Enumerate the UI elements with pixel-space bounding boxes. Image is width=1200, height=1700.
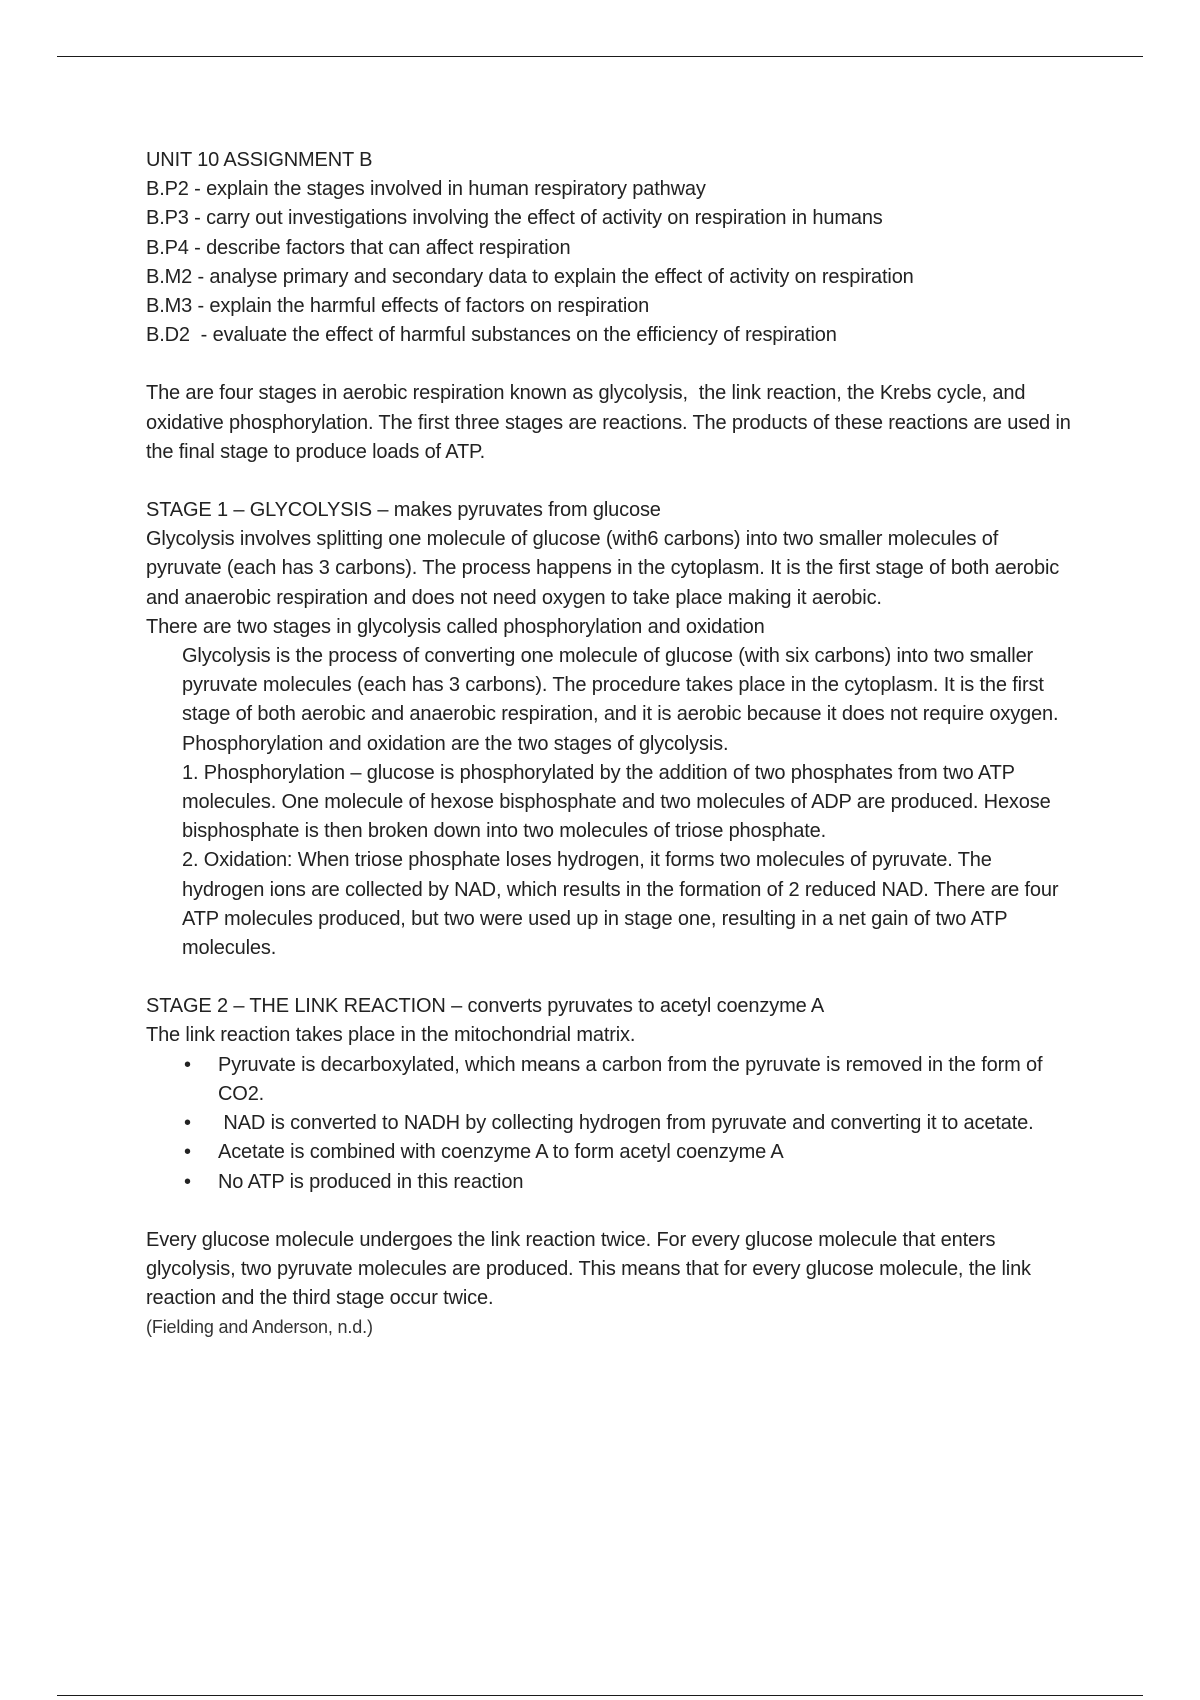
criterion-item: B.M2 - analyse primary and secondary data to explain the effect of activity on respiration bbox=[146, 265, 914, 288]
list-item: • Pyruvate is decarboxylated, which means a carbon from the pyruvate is removed in the form of CO2. bbox=[182, 1051, 1076, 1109]
stage1-indented-paragraph: 1. Phosphorylation – glucose is phosphorylated by the addition of two phosphates from two ATP molecules. One molecule of hexose bisphosphate and two molecules of ADP are produced. Hexose bisphosphate is then broken down into two molecules of triose phosphate. bbox=[182, 761, 1051, 843]
stage1-indented-block bbox=[146, 642, 1076, 963]
list-item: • NAD is converted to NADH by collecting hydrogen from pyruvate and converting it to acetate. bbox=[182, 1109, 1076, 1138]
stage1-indented-paragraph: 2. Oxidation: When triose phosphate loses hydrogen, it forms two molecules of pyruvate. The hydrogen ions are collected by NAD, which results in the formation of 2 reduced NAD. There are four ATP molecules produced, but two were used up in stage one, resulting in a net gain of two ATP molecules. bbox=[182, 849, 1059, 960]
stage1-paragraph: Glycolysis involves splitting one molecule of glucose (with6 carbons) into two smaller molecules of pyruvate (each has 3 carbons). The process happens in the cytoplasm. It is the first stage of both aerobic and anaerobic respiration and does not need oxygen to take place making it aerobic. bbox=[146, 528, 1060, 609]
stage1-indented-paragraph: Glycolysis is the process of converting one molecule of glucose (with six carbons) into two smaller pyruvate molecules (each has 3 carbons). The procedure takes place in the cytoplasm. It is the first stage of both aerobic and anaerobic respiration, and it is aerobic because it does not require oxygen. bbox=[182, 645, 1059, 726]
criterion-item: B.M3 - explain the harmful effects of factors on respiration bbox=[146, 295, 650, 318]
spacer bbox=[146, 350, 1076, 379]
stage2-bullet-list bbox=[146, 1051, 1076, 1197]
list-item: • No ATP is produced in this reaction bbox=[182, 1168, 1076, 1197]
spacer bbox=[146, 1197, 1076, 1226]
stage1-indented-paragraph: Phosphorylation and oxidation are the two stages of glycolysis. bbox=[182, 732, 729, 755]
criterion-item: B.P2 - explain the stages involved in human respiratory pathway bbox=[146, 178, 706, 201]
criterion-item: B.P4 - describe factors that can affect respiration bbox=[146, 236, 571, 259]
stage2-paragraph: The link reaction takes place in the mitochondrial matrix. bbox=[146, 1024, 636, 1047]
document-body bbox=[146, 146, 1076, 1343]
list-item: • Acetate is combined with coenzyme A to form acetyl coenzyme A bbox=[182, 1138, 1076, 1167]
stage1-heading: STAGE 1 – GLYCOLYSIS – makes pyruvates from glucose bbox=[146, 499, 661, 522]
spacer bbox=[146, 963, 1076, 992]
closing-paragraph: Every glucose molecule undergoes the link reaction twice. For every glucose molecule that enters glycolysis, two pyruvate molecules are produced. This means that for every glucose molecule, the link reaction and the third stage occur twice. bbox=[146, 1228, 1031, 1310]
citation: (Fielding and Anderson, n.d.) bbox=[146, 1317, 373, 1338]
stage1-paragraph: There are two stages in glycolysis called phosphorylation and oxidation bbox=[146, 615, 765, 638]
intro-paragraph: The are four stages in aerobic respiration known as glycolysis, the link reaction, the Krebs cycle, and oxidative phosphorylation. The first three stages are reactions. The products of these reactions are used in the final stage to produce loads of ATP. bbox=[146, 382, 1077, 463]
spacer bbox=[146, 467, 1076, 496]
header-rule bbox=[57, 56, 1143, 57]
document-title: UNIT 10 ASSIGNMENT B bbox=[146, 149, 373, 171]
footer-rule bbox=[57, 1695, 1143, 1696]
criterion-item: B.D2 - evaluate the effect of harmful substances on the efficiency of respiration bbox=[146, 324, 837, 347]
stage2-heading: STAGE 2 – THE LINK REACTION – converts pyruvates to acetyl coenzyme A bbox=[146, 995, 825, 1018]
criterion-item: B.P3 - carry out investigations involving the effect of activity on respiration in humans bbox=[146, 207, 883, 230]
